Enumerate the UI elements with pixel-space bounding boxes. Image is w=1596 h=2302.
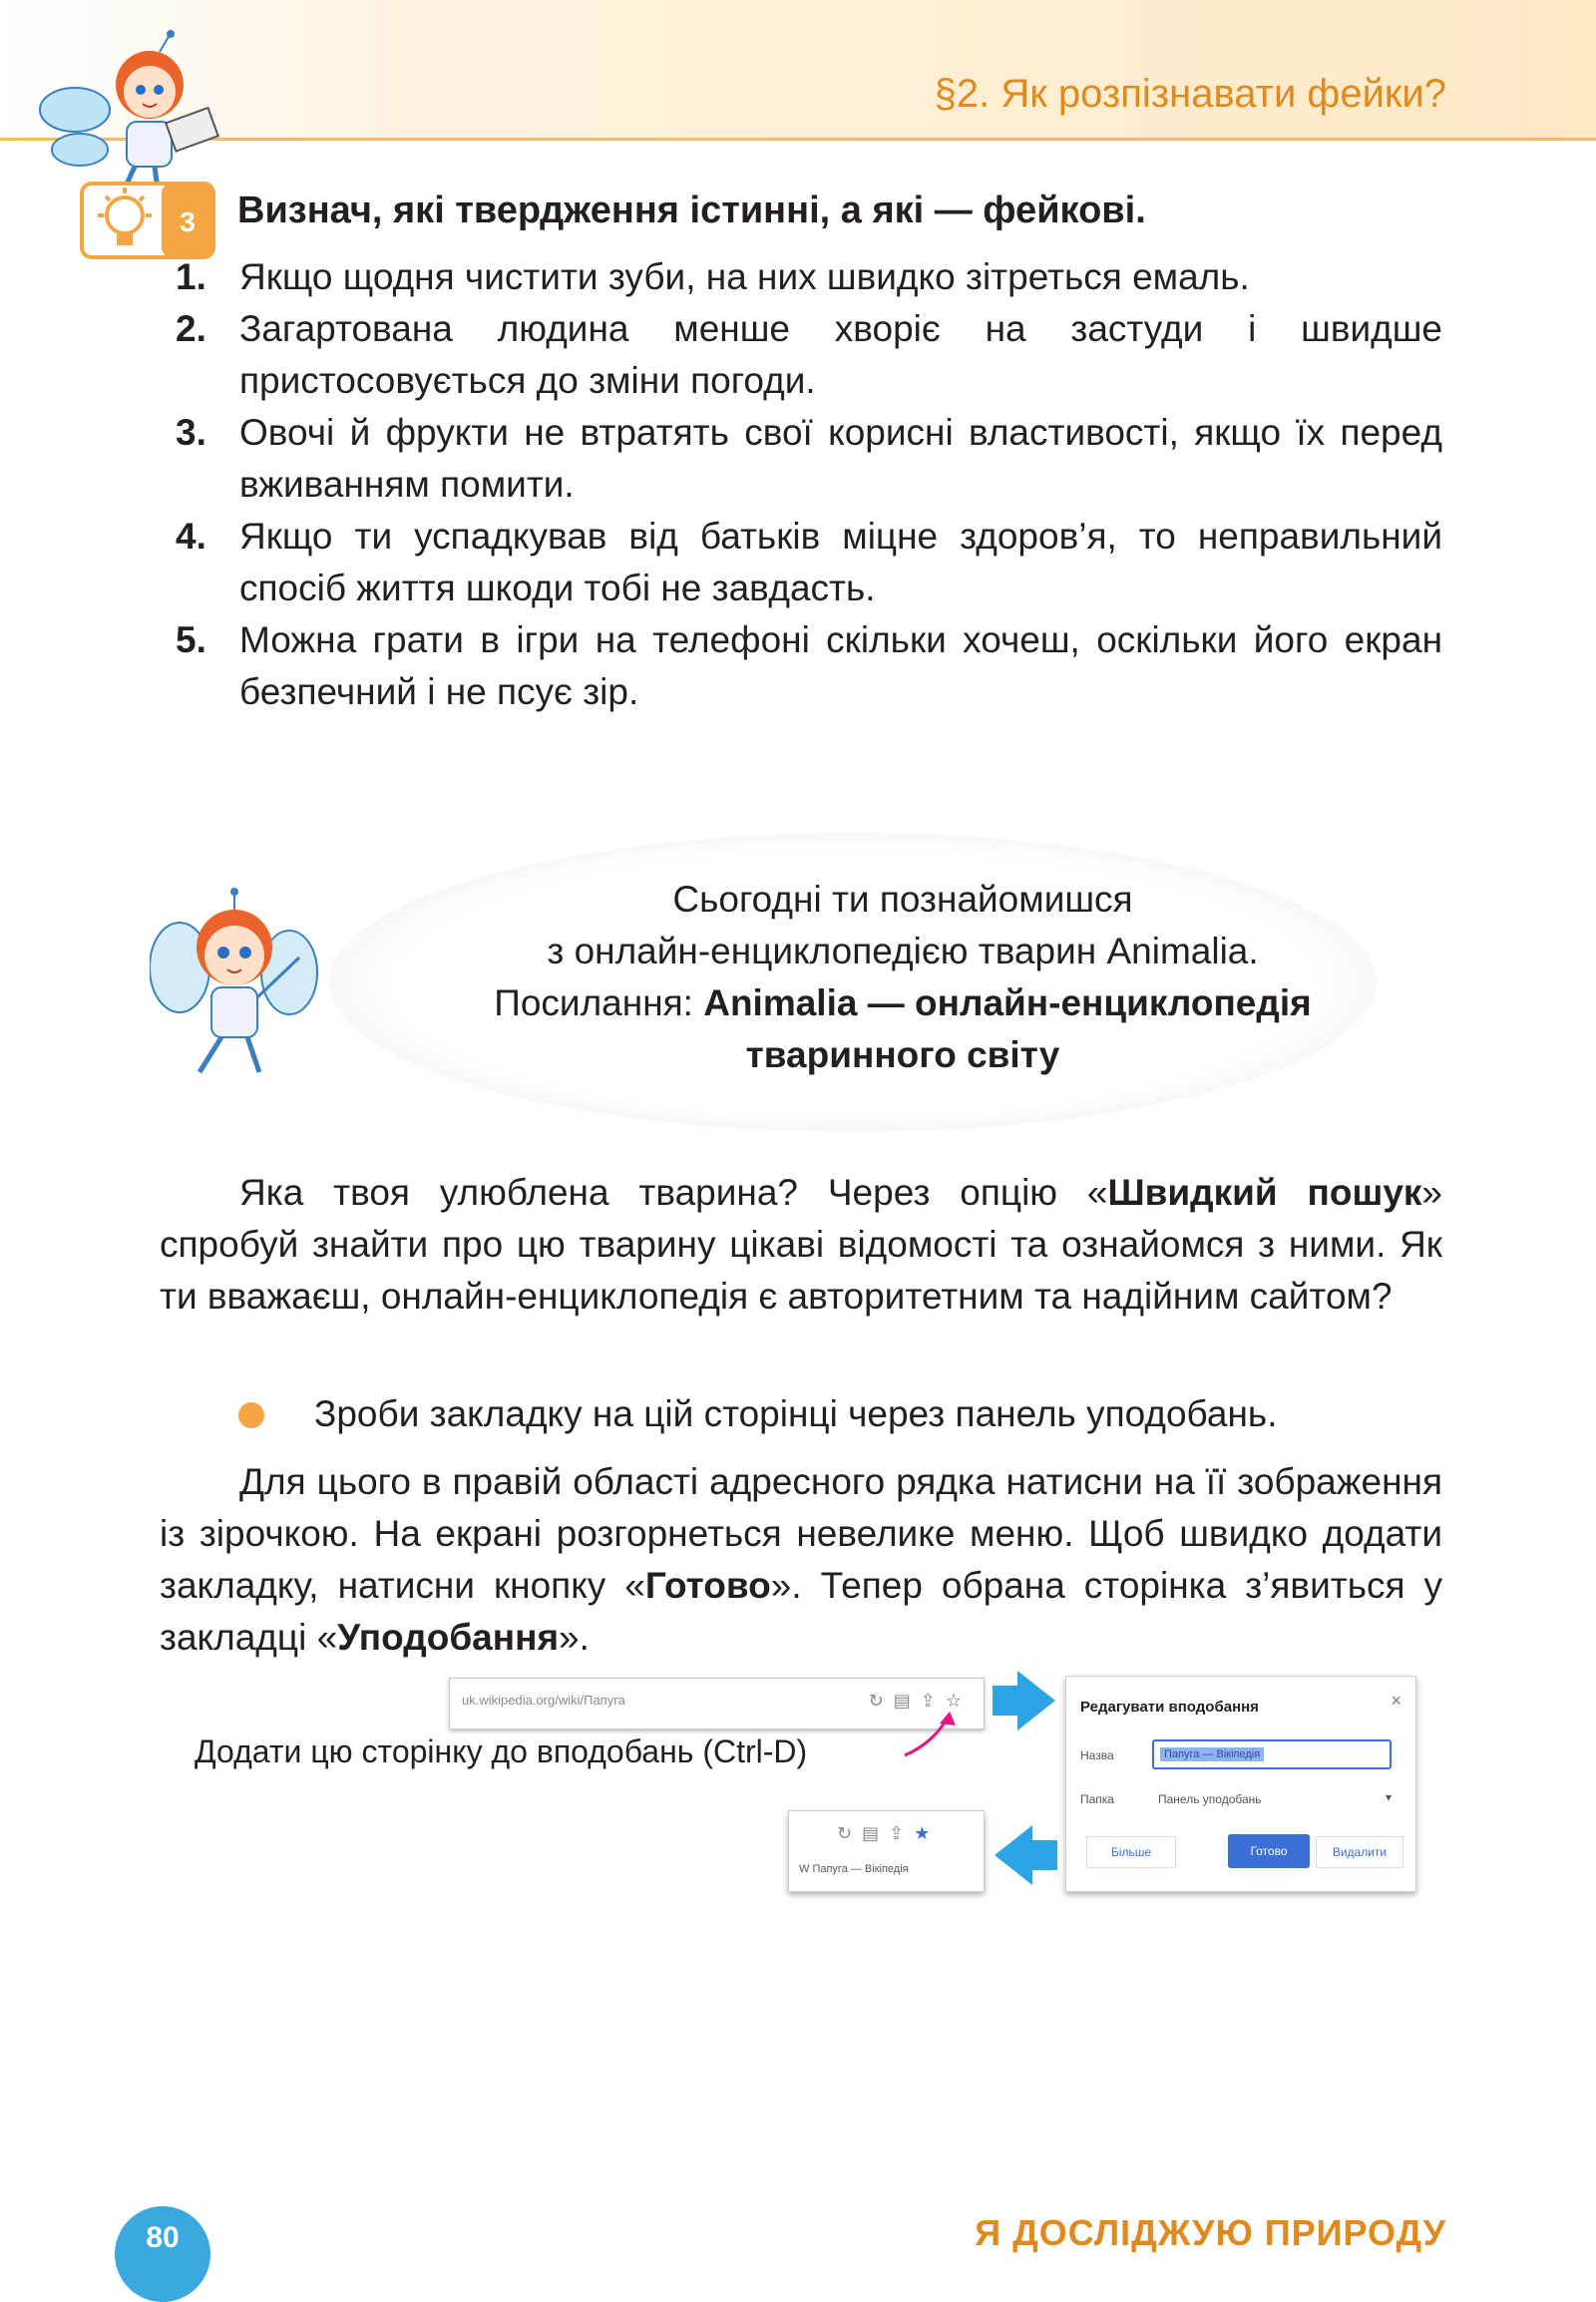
paragraph <box>160 1456 1442 1664</box>
bubble-line: з онлайн-енциклопедією тварин Animalia. <box>547 931 1259 971</box>
item-text: Загартована людина менше хворіє на застуди і швидше пристосовується до зміни погоди. <box>239 308 1442 401</box>
reader-icon[interactable]: ▤ <box>893 1691 921 1711</box>
list-item <box>170 614 1442 718</box>
browser-address-bar[interactable] <box>449 1678 985 1729</box>
add-to-favorites-tooltip: Додати цю сторінку до вподобань (Ctrl-D) <box>195 1733 808 1769</box>
share-icon[interactable]: ⇪ <box>889 1823 915 1843</box>
more-button[interactable]: Більше <box>1086 1836 1176 1868</box>
list-item <box>170 511 1442 614</box>
star-filled-icon[interactable]: ★ <box>914 1823 941 1843</box>
dialog-title: Редагувати вподобання <box>1080 1699 1259 1716</box>
animalia-link[interactable]: Animalia — онлайн-енциклопедія тваринного світу <box>703 982 1312 1075</box>
done-term: Готово <box>644 1565 771 1606</box>
list-item <box>170 407 1442 511</box>
statement-list <box>170 251 1442 718</box>
right-arrow-icon <box>993 1671 1055 1730</box>
item-text: Якщо щодня чистити зуби, на них швидко зітреться емаль. <box>239 256 1250 297</box>
item-number: 4. <box>176 516 206 557</box>
bullet-icon <box>238 1402 264 1428</box>
paragraph-text: ». <box>559 1617 590 1658</box>
bubble-link-line <box>394 977 1411 1081</box>
reader-icon[interactable]: ▤ <box>862 1823 890 1843</box>
book-title: Я ДОСЛІДЖУЮ ПРИРОДУ <box>975 2212 1446 2253</box>
page-header <box>0 0 1596 141</box>
url-text: uk.wikipedia.org/wiki/Папуга <box>462 1693 625 1708</box>
toolbar-icons <box>837 1823 940 1844</box>
paragraph-text: Яка твоя улюблена тварина? Через опцію « <box>239 1172 1108 1213</box>
reload-icon[interactable]: ↻ <box>868 1691 894 1711</box>
paragraph-text: » спробуй знайти про цю тварину цікаві відомості та ознайомся з ними. Як ти вважаєш, онлайн-енциклопедія є авторитетним та надійним сайтом? <box>160 1172 1442 1317</box>
bubble-text <box>394 874 1411 1081</box>
page-number: 80 <box>115 2206 210 2302</box>
item-text: Можна грати в ігри на телефоні скільки хочеш, оскільки його екран безпечний і не псує зір. <box>239 619 1442 712</box>
close-icon[interactable]: × <box>1391 1691 1401 1711</box>
section-title: §2. Як розпізнавати фейки? <box>934 72 1446 116</box>
share-icon[interactable]: ⇪ <box>920 1691 946 1711</box>
paragraph-text: ». Тепер обрана сторінка з’явиться у закладці « <box>160 1565 1442 1658</box>
favorites-term: Уподобання <box>337 1617 560 1658</box>
task-number: 3 <box>180 206 196 237</box>
done-button[interactable]: Готово <box>1228 1834 1310 1868</box>
name-label: Назва <box>1080 1748 1114 1762</box>
toolbar-icons <box>869 1691 972 1712</box>
lightbulb-task-badge <box>80 182 215 259</box>
bullet-text: Зроби закладку на цій сторінці через панель уподобань. <box>314 1393 1278 1434</box>
left-arrow-icon <box>995 1825 1057 1885</box>
list-item <box>170 303 1442 407</box>
bubble-line: Сьогодні ти познайомишся <box>672 879 1133 920</box>
fairy-mascot-illustration <box>150 888 319 1077</box>
list-item <box>170 251 1442 303</box>
paragraph <box>160 1167 1442 1323</box>
quick-search-term: Швидкий пошук <box>1107 1172 1422 1213</box>
edit-favorites-dialog <box>1065 1676 1416 1892</box>
chevron-down-icon[interactable]: ▾ <box>1385 1790 1392 1804</box>
folder-select[interactable]: Панель уподобань <box>1158 1792 1262 1806</box>
task-title: Визнач, які твердження істинні, а які — фейкові. <box>237 190 1146 231</box>
item-number: 2. <box>176 308 206 349</box>
paragraph-text: Для цього в правій області адресного рядка натисни на її зображення із зірочкою. На екрані розгорнеться невелике меню. Щоб швидко додати закладку, натисни кнопку « <box>160 1461 1442 1606</box>
star-outline-icon[interactable]: ☆ <box>945 1691 972 1711</box>
name-value: Папуга — Вікіпедія <box>1160 1747 1264 1761</box>
delete-button[interactable]: Видалити <box>1316 1836 1403 1868</box>
bookmark-item[interactable]: W Папуга — Вікіпедія <box>799 1863 909 1875</box>
item-text: Якщо ти успадкував від батьків міцне здоров’я, то неправильний спосіб життя шкоди тобі не завдасть. <box>239 516 1442 608</box>
item-number: 3. <box>176 412 206 453</box>
folder-label: Папка <box>1080 1792 1114 1806</box>
link-prefix: Посилання: <box>494 982 704 1023</box>
name-field[interactable] <box>1152 1739 1392 1769</box>
item-number: 5. <box>176 619 206 660</box>
item-number: 1. <box>176 256 206 297</box>
item-text: Овочі й фрукти не втратять свої корисні властивості, якщо їх перед вживанням помити. <box>239 412 1442 505</box>
bookmarks-bar <box>788 1810 985 1892</box>
reload-icon[interactable]: ↻ <box>837 1823 863 1843</box>
